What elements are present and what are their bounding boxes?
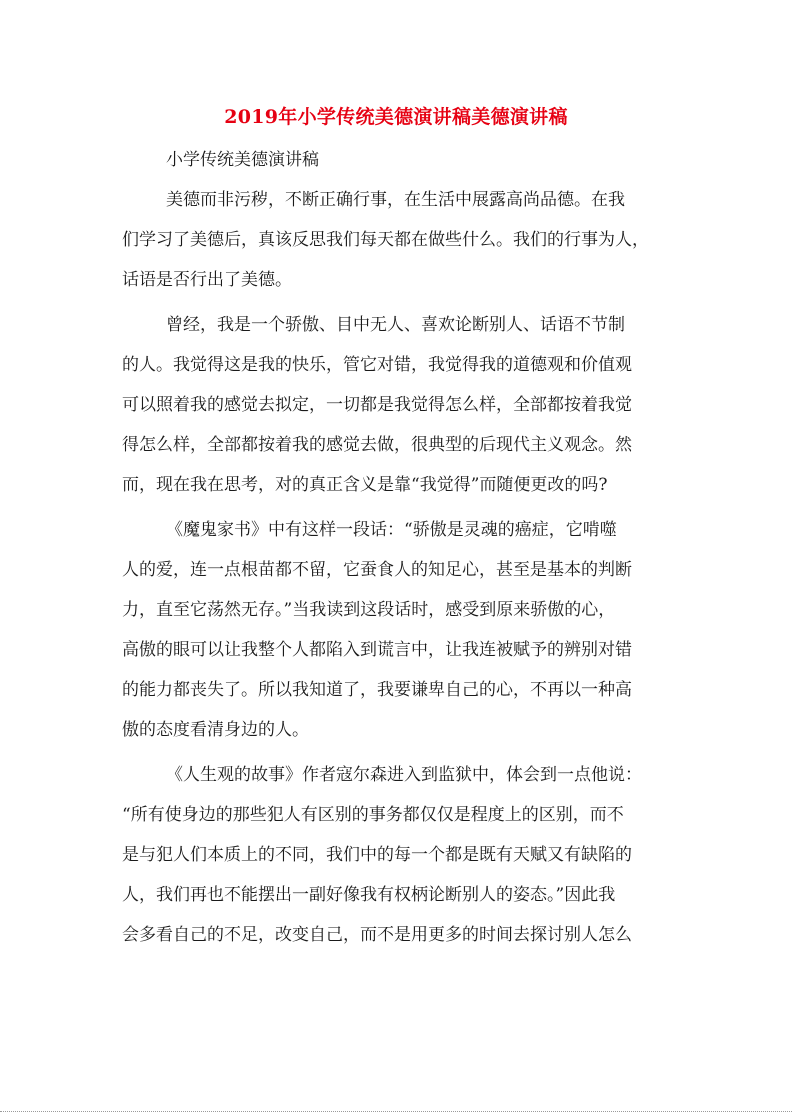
paragraph-line: 高傲的眼可以让我整个人都陷入到谎言中，让我连被赋予的辨别对错 <box>122 640 632 660</box>
paragraph-line: 而，现在我在思考，对的真正含义是靠“我觉得”而随便更改的吗? <box>122 475 608 495</box>
paragraph-line: 可以照着我的感觉去拟定，一切都是我觉得怎么样，全部都按着我觉 <box>122 395 632 415</box>
paragraph-line: 傲的态度看清身边的人。 <box>122 720 309 740</box>
paragraph-line: 的能力都丧失了。所以我知道了，我要谦卑自己的心，不再以一种高 <box>122 680 632 700</box>
document-subtitle: 小学传统美德演讲稿 <box>166 150 319 170</box>
paragraph-line: 话语是否行出了美德。 <box>122 270 292 290</box>
paragraph-line: 力，直至它荡然无存。”当我读到这段话时，感受到原来骄傲的心， <box>122 600 616 620</box>
paragraph-line: 《魔鬼家书》中有这样一段话：“骄傲是灵魂的癌症，它啃噬 <box>166 520 617 540</box>
document-title: 2019年小学传统美德演讲稿美德演讲稿 <box>224 106 568 128</box>
page-bottom-border <box>0 1111 792 1112</box>
paragraph-line: 美德而非污秽，不断正确行事，在生活中展露高尚品德。在我 <box>166 190 625 210</box>
paragraph-line: 人的爱，连一点根苗都不留，它蚕食人的知足心，甚至是基本的判断 <box>122 560 632 580</box>
paragraph-line: 的人。我觉得这是我的快乐，管它对错，我觉得我的道德观和价值观 <box>122 355 632 375</box>
paragraph-line: “所有使身边的那些犯人有区别的事务都仅仅是程度上的区别，而不 <box>122 805 624 825</box>
paragraph-line: 得怎么样，全部都按着我的感觉去做，很典型的后现代主义观念。然 <box>122 435 632 455</box>
paragraph-line: 们学习了美德后，真该反思我们每天都在做些什么。我们的行事为人， <box>122 230 649 250</box>
paragraph-line: 曾经，我是一个骄傲、目中无人、喜欢论断别人、话语不节制 <box>166 315 625 335</box>
paragraph-line: 《人生观的故事》作者寇尔森进入到监狱中，体会到一点他说： <box>166 765 642 785</box>
paragraph-line: 是与犯人们本质上的不同，我们中的每一个都是既有天赋又有缺陷的 <box>122 845 632 865</box>
paragraph-line: 人，我们再也不能摆出一副好像我有权柄论断别人的姿态。”因此我 <box>122 885 616 905</box>
paragraph-line: 会多看自己的不足，改变自己，而不是用更多的时间去探讨别人怎么 <box>122 925 632 945</box>
